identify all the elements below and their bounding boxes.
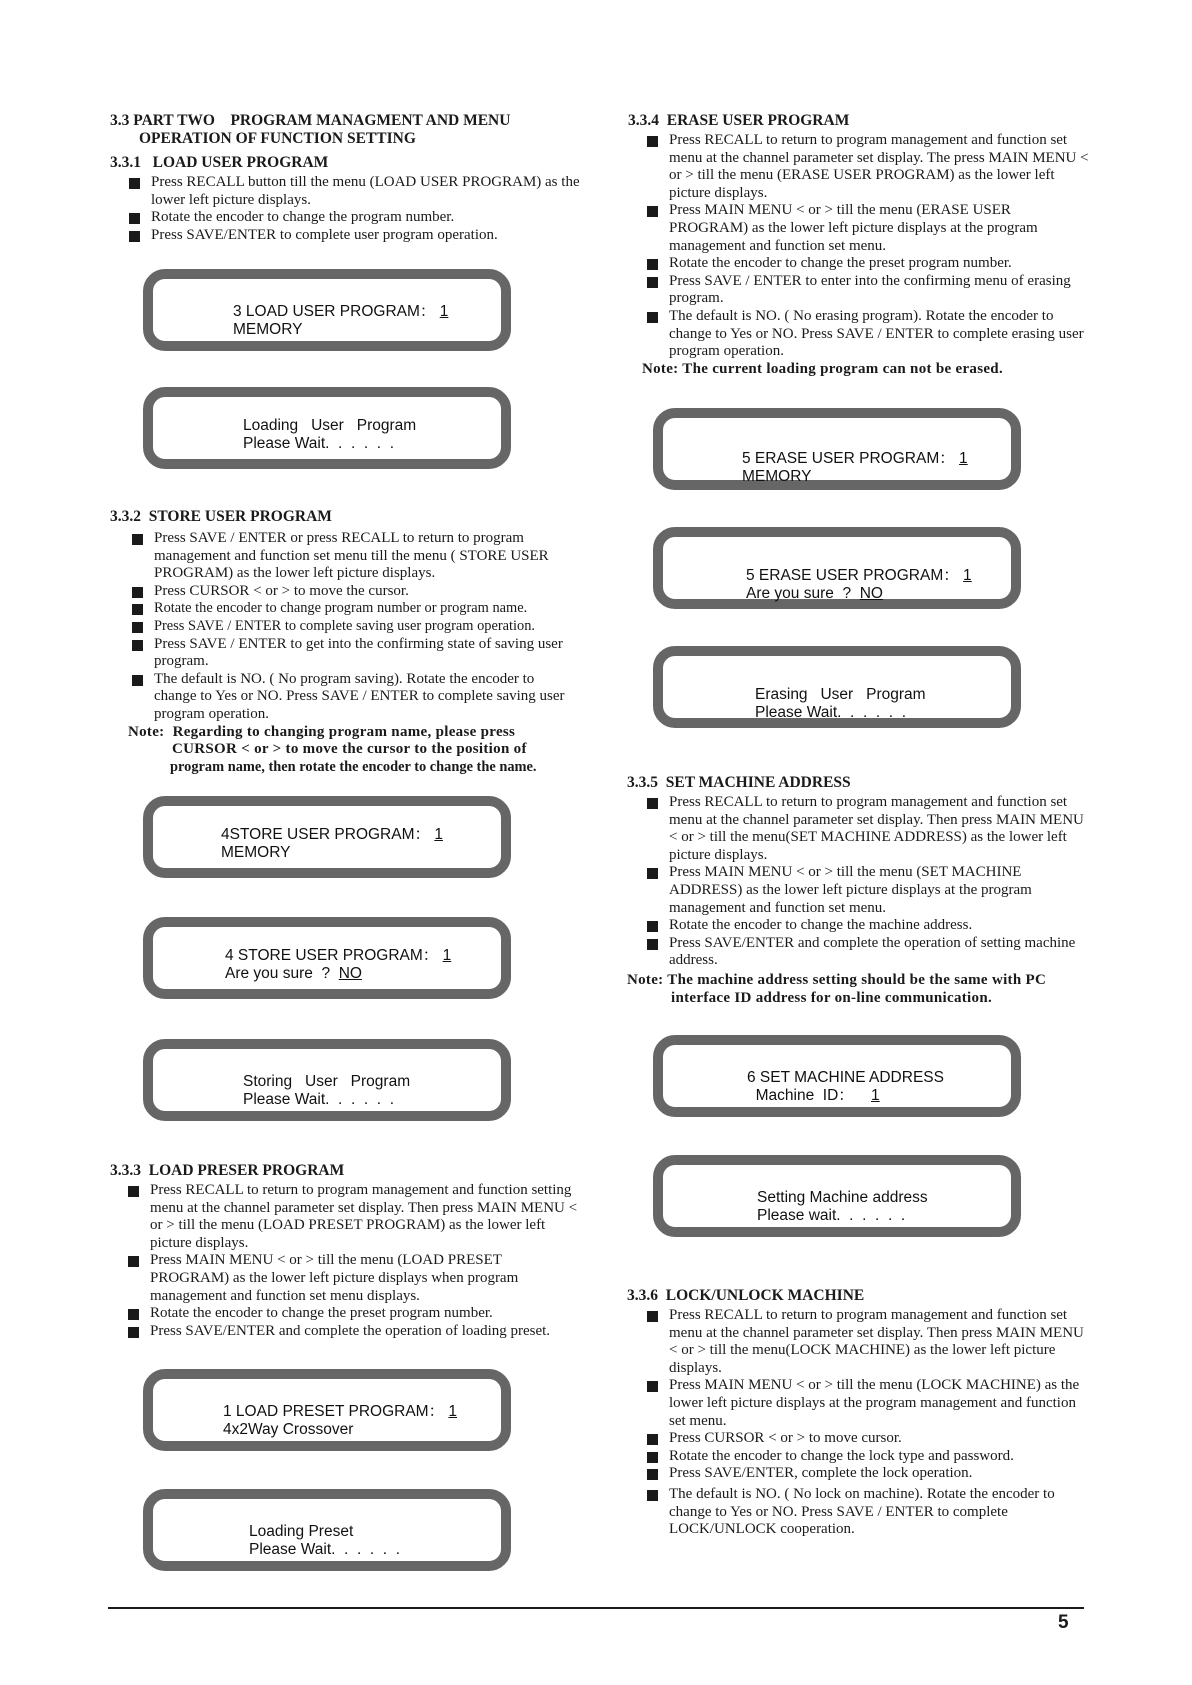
list-item <box>645 255 1090 273</box>
section-3-3-6 <box>627 1287 1091 1539</box>
note-machine-address <box>627 972 1091 1007</box>
lcd-line2: MEMORY <box>742 467 812 485</box>
heading-load-user-program: 3.3.1 LOAD USER PROGRAM <box>110 154 329 171</box>
section-3-3-1 <box>110 154 580 244</box>
bullet-square-icon <box>647 1311 658 1322</box>
list-item <box>645 273 1090 308</box>
list-item <box>130 636 580 671</box>
heading-load-preset-program: 3.3.3 LOAD PRESER PROGRAM <box>110 1162 345 1179</box>
bullet-square-icon <box>647 921 658 932</box>
list-item <box>645 1465 1091 1483</box>
lcd-line2: Are you sure ? <box>746 584 860 602</box>
section-number: 3.3 <box>110 112 130 129</box>
list-item <box>645 202 1090 255</box>
lcd-line1: Loading User Program <box>243 417 417 434</box>
bullet-text: Press SAVE / ENTER or press RECALL to return to program management and function set menu till the menu ( STORE USER PROGRAM) as the lower left picture displays. <box>154 530 549 582</box>
lcd-program-number: 1 <box>434 826 443 843</box>
bullet-text: Press SAVE / ENTER to enter into the confirming menu of erasing program. <box>669 272 1071 307</box>
lcd-program-number: 1 <box>439 303 449 320</box>
bullet-square-icon <box>647 1434 658 1445</box>
heading-store-user-program: 3.3.2 STORE USER PROGRAM <box>110 508 332 525</box>
list-item <box>645 1430 1091 1448</box>
bullet-square-icon <box>647 1469 658 1480</box>
lcd-line1: 3 LOAD USER PROGRAM： <box>233 303 440 320</box>
bullet-list <box>127 174 580 244</box>
bullet-square-icon <box>129 213 140 224</box>
list-item <box>645 864 1091 917</box>
bullet-square-icon <box>132 640 143 651</box>
lcd-line2: Please Wait. . . . . . <box>249 1540 401 1558</box>
bullet-text: The default is NO. ( No erasing program). Rotate the encoder to change to Yes or NO. Press SAVE / ENTER to complete erasing user program operation. <box>669 307 1084 360</box>
bullet-text: Press RECALL to return to program management and function setting menu at the channel parameter set display. Then press MAIN MENU < or > till the menu (LOAD PRESET PROGRAM) as the lower left picture displays. <box>150 1182 578 1251</box>
bullet-square-icon <box>128 1256 139 1267</box>
lcd-confirm-value: NO <box>859 584 883 602</box>
bullet-text: Rotate the encoder to change the preset program number. <box>669 255 1012 272</box>
lcd-line2: Please Wait. . . . . . <box>755 703 907 721</box>
lcd-load-preset-program <box>143 1369 511 1451</box>
bullet-square-icon <box>128 1327 139 1338</box>
note-line3: program name, then rotate the encoder to change the name. <box>170 758 537 775</box>
list-item <box>127 174 580 209</box>
lcd-setting-machine-address <box>653 1155 1021 1237</box>
bullet-list <box>645 132 1090 361</box>
bullet-text: Press MAIN MENU < or > till the menu (LOCK MACHINE) as the lower left picture displays at the program management and function set menu. <box>669 1377 1080 1429</box>
section-3-3-5 <box>627 774 1091 1007</box>
lcd-line2: Please Wait. . . . . . <box>243 434 395 452</box>
list-item <box>645 935 1091 970</box>
bullet-text: Press MAIN MENU < or > till the menu (SET MACHINE ADDRESS) as the lower left picture displays at the program management and function set menu. <box>669 864 1032 916</box>
bullet-square-icon <box>647 1490 658 1501</box>
list-item <box>645 132 1090 202</box>
lcd-line2: Please Wait. . . . . . <box>243 1090 395 1108</box>
lcd-program-number: 1 <box>442 947 452 964</box>
bullet-list <box>645 794 1091 970</box>
lcd-line1: 4 STORE USER PROGRAM： <box>225 947 443 964</box>
bullet-text: Press RECALL button till the menu (LOAD USER PROGRAM) as the lower left picture displays. <box>151 174 580 208</box>
note-erase: Note: The current loading program can not be erased. <box>642 360 1003 377</box>
bullet-text: Rotate the encoder to change the program number. <box>151 209 455 226</box>
bullet-text: Press CURSOR < or > to move the cursor. <box>154 582 409 599</box>
list-item <box>130 530 580 583</box>
list-item <box>130 583 580 601</box>
page-number: 5 <box>1058 1612 1069 1633</box>
bullet-list <box>126 1182 582 1340</box>
bullet-square-icon <box>132 604 143 615</box>
lcd-store-user-program <box>143 796 511 878</box>
bullet-text: Press SAVE / ENTER to get into the confirming state of saving user program. <box>154 635 563 670</box>
section-3-3-4 <box>628 112 1090 378</box>
list-item <box>130 671 580 724</box>
footer-divider <box>108 1607 1084 1609</box>
note-line1: Note: The machine address setting should be the same with PC <box>627 971 1047 988</box>
bullet-text: Press CURSOR < or > to move cursor. <box>669 1430 902 1447</box>
list-item <box>130 600 580 618</box>
lcd-line2: MEMORY <box>221 843 291 861</box>
note-line2: interface ID address for on-line communication. <box>671 989 993 1006</box>
lcd-erasing-user-program <box>653 646 1021 728</box>
lcd-machine-id-value: 1 <box>871 1086 880 1104</box>
bullet-text: Press SAVE / ENTER to complete saving user program operation. <box>154 617 536 634</box>
lcd-loading-user-program <box>143 387 511 469</box>
lcd-program-number: 1 <box>448 1403 458 1420</box>
section-title-line2: OPERATION OF FUNCTION SETTING <box>139 130 416 147</box>
lcd-line1: Storing User Program <box>243 1073 411 1090</box>
lcd-erase-confirm <box>653 527 1021 609</box>
lcd-confirm-value: NO <box>338 964 362 982</box>
lcd-line1: 5 ERASE USER PROGRAM： <box>746 567 964 584</box>
heading-erase-user-program: 3.3.4 ERASE USER PROGRAM <box>628 112 850 129</box>
list-item <box>645 917 1091 935</box>
lcd-line1: 1 LOAD PRESET PROGRAM： <box>223 1403 449 1420</box>
bullet-text: Press MAIN MENU < or > till the menu (ERASE USER PROGRAM) as the lower left picture displays at the program management and function set menu. <box>669 202 1038 254</box>
section-3-3-3 <box>110 1162 582 1340</box>
lcd-line1: Erasing User Program <box>755 686 926 703</box>
list-item <box>126 1252 582 1305</box>
bullet-text: Press SAVE/ENTER to complete user program operation. <box>151 226 498 243</box>
lcd-line2: MEMORY <box>233 320 303 338</box>
bullet-text: Press SAVE/ENTER and complete the operation of setting machine address. <box>669 934 1076 969</box>
bullet-text: The default is NO. ( No lock on machine). Rotate the encoder to change to Yes or NO. Press SAVE / ENTER to complete LOCK/UNLOCK cooperation. <box>669 1485 1055 1538</box>
note-line2: CURSOR < or > to move the cursor to the position of <box>172 741 527 758</box>
bullet-square-icon <box>132 587 143 598</box>
bullet-square-icon <box>129 231 140 242</box>
section-3-3-2 <box>110 508 580 776</box>
lcd-line2: Please wait. . . . . . <box>757 1206 906 1224</box>
bullet-square-icon <box>647 798 658 809</box>
lcd-set-machine-address <box>653 1035 1021 1117</box>
bullet-square-icon <box>647 259 658 270</box>
list-item <box>127 209 580 227</box>
bullet-text: Press RECALL to return to program management and function set menu at the channel parameter set display. Then press MAIN MENU < or > till the menu(LOCK MACHINE) as the lower left picture displays. <box>669 1307 1084 1376</box>
note-program-name <box>128 724 580 777</box>
lcd-line1: Loading Preset <box>249 1523 354 1540</box>
list-item <box>126 1323 582 1341</box>
bullet-square-icon <box>647 1381 658 1392</box>
bullet-square-icon <box>647 312 658 323</box>
bullet-square-icon <box>132 534 143 545</box>
bullet-text: Rotate the encoder to change the preset program number. <box>150 1305 493 1322</box>
lcd-line1: 6 SET MACHINE ADDRESS <box>747 1069 944 1086</box>
list-item <box>645 794 1091 864</box>
bullet-square-icon <box>647 1452 658 1463</box>
section-title-line1: PART TWO PROGRAM MANAGMENT AND MENU <box>133 112 511 129</box>
bullet-square-icon <box>647 868 658 879</box>
lcd-line2: 4x2Way Crossover <box>223 1420 354 1438</box>
bullet-text: Press SAVE/ENTER and complete the operation of loading preset. <box>150 1322 551 1339</box>
list-item <box>645 1486 1091 1539</box>
lcd-line2: Are you sure ? <box>225 964 339 982</box>
list-item <box>645 1448 1091 1466</box>
heading-set-machine-address: 3.3.5 SET MACHINE ADDRESS <box>627 774 851 791</box>
bullet-text: Press RECALL to return to program management and function set menu at the channel parameter set display. Then press MAIN MENU < or > till the menu(SET MACHINE ADDRESS) as the lower left picture displays. <box>669 794 1084 863</box>
list-item <box>126 1305 582 1323</box>
lcd-load-user-program <box>143 269 511 351</box>
bullet-text: Rotate the encoder to change the machine address. <box>669 917 973 934</box>
section-title <box>110 112 580 148</box>
bullet-square-icon <box>132 675 143 686</box>
lcd-program-number: 1 <box>963 567 972 584</box>
bullet-text: Press MAIN MENU < or > till the menu (LOAD PRESET PROGRAM) as the lower left picture displays when program management and function set menu displays. <box>150 1252 519 1304</box>
list-item <box>645 1377 1091 1430</box>
bullet-text: Rotate the encoder to change the lock type and password. <box>669 1447 1014 1464</box>
list-item <box>126 1182 582 1252</box>
lcd-erase-user-program <box>653 408 1021 490</box>
bullet-square-icon <box>128 1186 139 1197</box>
bullet-square-icon <box>647 277 658 288</box>
bullet-square-icon <box>647 939 658 950</box>
bullet-list <box>645 1307 1091 1539</box>
bullet-square-icon <box>128 1309 139 1320</box>
lcd-store-confirm <box>143 917 511 999</box>
bullet-text: The default is NO. ( No program saving). Rotate the encoder to change to Yes or NO. Press SAVE / ENTER to complete saving user program operation. <box>154 670 565 722</box>
lcd-loading-preset <box>143 1489 511 1571</box>
lcd-line1: 4STORE USER PROGRAM： <box>221 826 435 843</box>
heading-lock-unlock-machine: 3.3.6 LOCK/UNLOCK MACHINE <box>627 1287 865 1304</box>
bullet-text: Press RECALL to return to program management and function set menu at the channel parameter set display. The press MAIN MENU < or > till the menu (ERASE USER PROGRAM) as the lower left picture displays. <box>669 132 1089 201</box>
bullet-text: Press SAVE/ENTER, complete the lock operation. <box>669 1465 973 1482</box>
lcd-line1: 5 ERASE USER PROGRAM： <box>742 450 960 467</box>
lcd-line1: Setting Machine address <box>757 1189 928 1206</box>
list-item <box>127 227 580 245</box>
section-3-3-header <box>110 112 580 148</box>
bullet-text: Rotate the encoder to change program number or program name. <box>154 600 528 617</box>
list-item <box>130 618 580 636</box>
bullet-square-icon <box>647 136 658 147</box>
bullet-list <box>130 530 580 724</box>
bullet-square-icon <box>132 622 143 633</box>
lcd-storing-user-program <box>143 1039 511 1121</box>
list-item <box>645 1307 1091 1377</box>
list-item <box>645 308 1090 361</box>
bullet-square-icon <box>129 178 140 189</box>
bullet-square-icon <box>647 206 658 217</box>
note-line1: Note: Regarding to changing program name, please press <box>128 723 516 740</box>
lcd-program-number: 1 <box>959 450 968 467</box>
lcd-line2: Machine ID： <box>747 1086 872 1104</box>
